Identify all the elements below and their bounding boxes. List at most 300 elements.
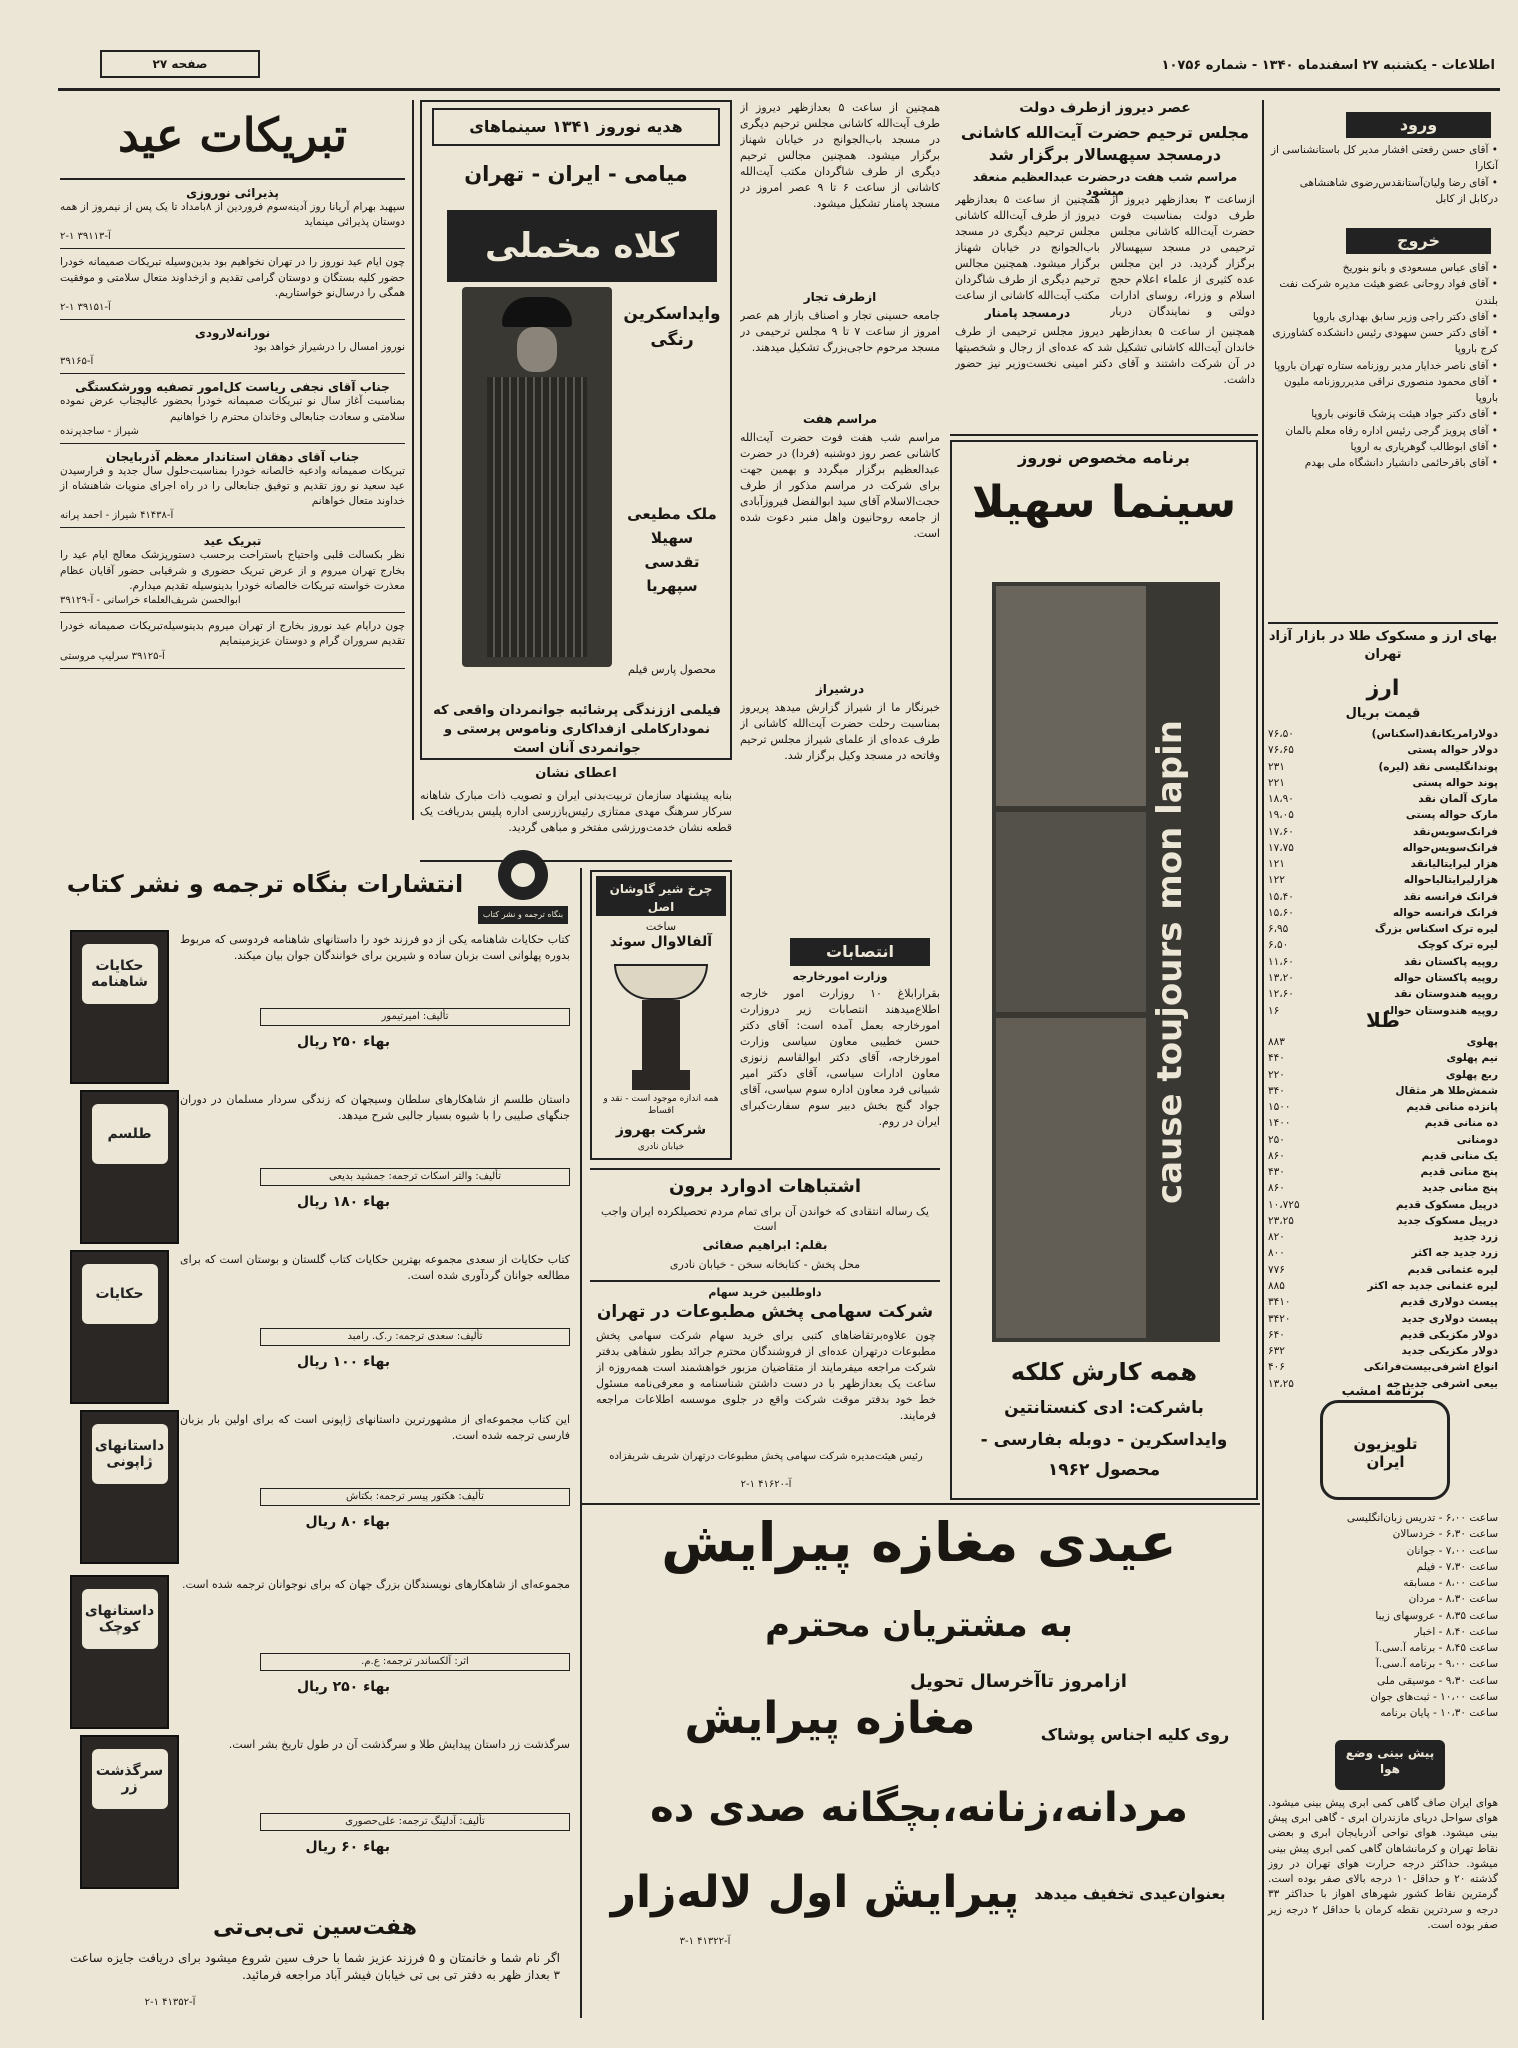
tv-schedule-item: ساعت ۹،۰۰ - برنامه آ.سی.آ — [1375, 1658, 1498, 1671]
book-cover — [80, 1735, 179, 1889]
price-label: مارک حواله پستی — [1405, 809, 1498, 822]
price-label: روپیه هندوستان حواله — [1383, 1004, 1498, 1017]
sohaila-film-title: همه کارش کلکه — [1010, 1358, 1198, 1386]
store-period: ازامروز تاآخرسال تحویل — [910, 1671, 1127, 1692]
price-label: نیم پهلوی — [1446, 1052, 1498, 1065]
price-label: روپیه پاکستان حواله — [1393, 971, 1498, 984]
news-body-6: مراسم شب هفت فوت حضرت آیت‌الله کاشانی عصر روز دوشنبه (فردا) در حضرت عبدالعظیم برگزار میگردد و بهمین جهت برای شرکت در مراسم مذکور از طرف حجت‌الاسلام آقای سید ابوالفضل فیروزآبادی از جامعه روحانیون واهل منبر دعوت شده است. — [740, 431, 940, 540]
currency-price-label: قیمت بریال — [1345, 706, 1421, 721]
notice-title: جناب آقای دهقان استاندار معظم آذربایجان — [105, 449, 360, 464]
separator-maker: ساخت — [645, 920, 677, 933]
separator-brand: چرخ شیر گاوشان اصل — [596, 876, 726, 916]
arrivals-title: ورود — [1346, 112, 1491, 138]
book-cover — [80, 1090, 179, 1244]
price-value: ۲۵۰ — [1268, 1133, 1285, 1146]
price-value: ۱۹،۰۵ — [1268, 809, 1294, 822]
price-row — [1268, 889, 1498, 905]
sohaila-ad — [950, 440, 1258, 1500]
price-value: ۴۰۶ — [1268, 1361, 1285, 1374]
tv-program-title: برنامه امشب — [1341, 1384, 1425, 1399]
tv-schedule-item: ساعت ۸،۴۰ - اخبار — [1414, 1625, 1498, 1638]
cast-name: سپهریا — [646, 577, 698, 595]
price-label: پانزده منانی قدیم — [1406, 1101, 1498, 1114]
film-tagline: فیلمی اززندگی پرشائبه جوانمردان واقعی که نمودارکاملی ازفداکاری وناموس پرستی و جوانمردی آنان است — [433, 703, 721, 756]
price-value: ۸۸۳ — [1268, 1036, 1285, 1048]
left-col-rule-2 — [580, 868, 582, 2018]
book-credit: تألیف: آدلینگ ترجمه: علی‌حصوری — [260, 1813, 570, 1831]
store-goods: روی کلیه اجناس پوشاک — [1040, 1725, 1230, 1744]
price-row — [1268, 824, 1498, 840]
cast-name: تقدسی — [644, 553, 700, 571]
book-price: بهاء ۶۰ ریال — [305, 1839, 390, 1855]
sohaila-kicker: برنامه مخصوص نوروز — [1018, 448, 1190, 467]
store-ad — [580, 1505, 1258, 2020]
notice-body: بمناسبت آغاز سال نو تبریکات صمیمانه خودرا بحضور عالیجناب عرض نموده سلامتی و سعادت جنابعالی وخاندان محترم را خواهانیم — [60, 395, 405, 423]
separator-sizes: همه اندازه موجود است - نقد و اقساط — [603, 1094, 719, 1116]
notice-code: آ-۳۹۱۶۵ — [60, 356, 94, 368]
book-cover-title: سرگذشت زر — [92, 1749, 168, 1809]
tv-logo-text: تلویزیون ایران — [1353, 1435, 1418, 1471]
weather-text: هوای ایران صاف گاهی کمی ابری پیش بینی میشود. هوای سواحل دریای مازندران ابری - گاهی ابری پیش بینی میشود. هوای نواحی آذربایجان ابری و بعضی نقاط تهران و کرمانشاهان گاهی کمی ابری پیش بینی میشود. حداکثر درجه حرارت هوای تهران در روز گذشته ۲۰ و حداقل ۱۰ درجه بالای صفر بوده است. گرمترین نقاط کشور شهرهای اهواز با حداکثر ۳۳ درجه و سردترین نقطه کرمان با حداقل ۲ درجه زیر صفر بوده است. — [1268, 1797, 1499, 1931]
price-label: پیست دولاری جدید — [1401, 1312, 1498, 1325]
departures-item: • آقای ناصر خدایار مدیر روزنامه ستاره تهران باروپا — [1274, 359, 1498, 372]
arrivals-item: • آقای حسن رفعتی افشار مدیر کل باستانشناسی از آنکارا — [1270, 144, 1498, 173]
press-title: شرکت سهامی پخش مطبوعات در تهران — [596, 1302, 934, 1322]
book-credit: تألیف: امیرتیمور — [260, 1008, 570, 1026]
price-value: ۲۳،۲۵ — [1268, 1214, 1294, 1227]
price-row — [1268, 921, 1498, 937]
price-value: ۳۴۰ — [1268, 1084, 1285, 1097]
tv-schedule-item: ساعت ۸،۴۵ - برنامه آ.سی.آ — [1375, 1642, 1498, 1655]
tv-logo — [1320, 1400, 1450, 1500]
book-description: مجموعه‌ای از شاهکارهای نویسندگان بزرگ جهان که برای نوجوانان ترجمه شده است. — [181, 1578, 570, 1591]
price-value: ۸۶۰ — [1268, 1149, 1285, 1162]
notice-body: سپهبد بهرام آریانا روز آدینه‌سوم فروردین از ۸بامداد تا یک پس از نیمروز از همه دوستان پذیرائی مینماید — [60, 201, 405, 229]
price-label: دولار مکزیکی جدید — [1401, 1345, 1498, 1358]
price-value: ۱۳،۲۰ — [1268, 971, 1294, 984]
book-cover-title: حکایات شاهنامه — [82, 944, 158, 1004]
notice-code: آ-۳۹۱۲۵ سرلیپ مروستی — [60, 650, 165, 662]
book-description: این کتاب مجموعه‌ای از مشهورترین داستانهای ژاپونی است که برای اولین بار بزبان فارسی ترجمه شده است. — [180, 1413, 570, 1442]
price-row — [1268, 1148, 1498, 1164]
price-value: ۱۲،۶۰ — [1268, 988, 1294, 1001]
departures-item: • آقای دکتر جواد هیئت پزشک قانونی باروپا — [1311, 408, 1498, 421]
price-label: لیره عثمانی قدیم — [1407, 1263, 1498, 1276]
publishing-title: انتشارات بنگاه ترجمه و نشر کتاب — [66, 870, 464, 898]
price-row — [1268, 1050, 1498, 1066]
tbt-code: آ-۴۱۳۵۲ ۱-۲ — [144, 1997, 196, 2008]
separator-address: خیابان نادری — [637, 1142, 685, 1152]
currency-table — [1268, 726, 1498, 1019]
price-label: پنج منانی قدیم — [1420, 1166, 1498, 1179]
publishing-logo — [478, 850, 568, 940]
press-body: چون علاوه‌برتقاضاهای کتبی برای خرید سهام شرکت سهامی پخش مطبوعات درتهران عده‌ای از فروشندگان محترم جرائد بطور شفاهی بدفتر شرکت مراجعه میفرمایند از متقاضیان مزبور خواهشمند است همه‌روزه از ساعت یک بعدازظهر با در دست داشتن شناسنامه و معرفی‌نامه مسئول خط خود بدفتر موقت شرکت واقع در جلوی موسسه اطلاعات مراجعه فرمایند. — [596, 1329, 936, 1422]
separator-company: شرکت بهروز — [615, 1122, 707, 1138]
notice-body: چون درایام عید نوروز بخارج از تهران میروم بدینوسیله‌تبریکات صمیمانه خودرا تقدیم سروران گرام و دوستان عزیزمینمایم — [60, 620, 405, 648]
book-price: بهاء ۲۵۰ ریال — [296, 1679, 390, 1695]
price-value: ۶۳۲ — [1268, 1345, 1285, 1358]
notice-code: ابوالحسن شریف‌العلماء خراسانی - آ-۳۹۱۲۹ — [60, 595, 241, 607]
price-value: ۲۲۱ — [1268, 776, 1285, 789]
tv-schedule-item: ساعت ۱۰،۳۰ - پایان برنامه — [1380, 1707, 1498, 1720]
cast-name: ملک مطیعی — [627, 505, 717, 523]
price-row — [1268, 1164, 1498, 1180]
tv-schedule-item: ساعت ۹،۳۰ - موسیقی ملی — [1377, 1674, 1498, 1687]
price-label: مارک آلمان نقد — [1418, 793, 1498, 806]
cinema-ad — [420, 100, 732, 760]
price-row — [1268, 775, 1498, 791]
separator-model: آلفالاوال سوئد — [609, 934, 713, 950]
publishing-logo-ring — [511, 863, 535, 887]
departures-title: خروج — [1346, 228, 1491, 254]
price-label: بیعی اشرفی جدید جه — [1386, 1377, 1498, 1390]
price-row — [1268, 1229, 1498, 1245]
poster-photo-2 — [996, 812, 1146, 1012]
film-title: کلاه مخملی — [447, 210, 717, 282]
price-value: ۱۰،۷۲۵ — [1268, 1198, 1300, 1211]
left-col-rule — [412, 100, 414, 820]
price-row — [1268, 759, 1498, 775]
news-body-3: همچنین از ساعت ۵ بعدازظهر دیروز مجلس ترحیمی از طرف خاندان آیت‌الله کاشانی تشکیل شد که عده‌ای از رجال و شخصیتها در آن شرکت داشتند و آقای دکتر امینی نخست‌وزیر نیز حضور داشت. — [955, 325, 1255, 386]
masthead-rule — [58, 88, 1500, 91]
appointments-title: انتصابات — [790, 938, 930, 966]
notice — [60, 186, 405, 249]
news-body-7: خبرنگار ما از شیراز گزارش میدهد پریروز بمناسبت رحلت حضرت آیت‌الله کاشانی از طرف عده‌ای از علمای شیراز مجلس ترحیم وفاتحه در مسجد وکیل برگزار شد. — [740, 701, 940, 762]
price-row — [1268, 1197, 1498, 1213]
price-label: درپیل مسکوک قدیم — [1395, 1198, 1498, 1211]
price-row — [1268, 905, 1498, 921]
price-label: پوندانگلیسی نقد (لیره) — [1378, 760, 1498, 773]
notice-title: نورانه‌لارودی — [194, 326, 271, 341]
tv-schedule-item: ساعت ۸،۰۰ - مسابقه — [1403, 1577, 1498, 1590]
price-label: پنج منانی جدید — [1421, 1182, 1498, 1195]
price-value: ۱۸،۹۰ — [1268, 793, 1294, 806]
cinema-names: میامی - ایران - تهران — [464, 162, 688, 186]
departures-list — [1268, 260, 1498, 471]
price-label: انواع اشرفی‌بیست‌فرانکی — [1363, 1361, 1498, 1374]
price-value: ۱۷،۶۰ — [1268, 825, 1294, 838]
price-value: ۶،۵۰ — [1268, 939, 1289, 952]
notice-title: تبریک عید — [203, 534, 262, 549]
book-price: بهاء ۲۵۰ ریال — [296, 1034, 390, 1050]
book-cover — [80, 1410, 179, 1564]
news-body-4: همچنین از ساعت ۵ بعدازظهر دیروز از طرف آیت‌الله کاشانی مجلس ترحیم دیگری در مسجد باب‌الجوانج در خیابان شهناز برگزار میشود. همچنین مجالس ترحیم دیگری از طرف شاگردان مکتب آیت‌الله کاشانی از ساعت ۶ تا ۹ عصر امروز در مسجد پامنار تشکیل میشود. — [740, 101, 940, 210]
price-label: دولار حواله پستی — [1407, 744, 1498, 757]
tabrikat-notices — [60, 186, 405, 675]
price-value: ۱۱،۶۰ — [1268, 955, 1294, 968]
tbt-title: هفت‌سین تی‌بی‌تی — [212, 1915, 417, 1940]
book-credit: اثر: آلکساندر ترجمه: ع.م. — [260, 1653, 570, 1671]
price-row — [1268, 726, 1498, 742]
departures-item: • آقای عباس مسعودی و بانو بنوریخ — [1342, 262, 1498, 274]
news-sub-3: مراسم هفت — [802, 412, 878, 426]
tv-schedule-item: ساعت ۶،۳۰ - خردسالان — [1392, 1528, 1498, 1541]
departures-item: • آقای محمود منصوری نراقی مدیرروزنامه ملیون باروپا — [1283, 375, 1498, 405]
errors-book-distribution: محل پخش - کتابخانه سخن - خیابان نادری — [669, 1258, 861, 1271]
book-cover-title: طلسم — [92, 1104, 168, 1164]
center-rule-1 — [420, 860, 732, 862]
departures-item: • آقای فواد روحانی عضو هیئت مدیره شرکت نفت بلندن — [1279, 278, 1498, 307]
price-value: ۸۶۰ — [1268, 1182, 1285, 1195]
errors-book-body: یک رساله انتقادی که خواندن آن برای تمام مردم تحصیلکرده ایران واجب است — [601, 1205, 929, 1234]
departures-item: • آقای ابوطالب گوهریاری به اروپا — [1350, 440, 1498, 453]
price-value: ۶،۹۵ — [1268, 923, 1289, 936]
news-body-2: همچنین از ساعت ۵ بعدازظهر دیروز از طرف آیت‌الله کاشانی مجلس ترحیم دیگری در مسجد باب‌الجوانج در خیابان شهناز برگزار میشود. همچنین مجالس ترحیم دیگری از طرف شاگردان مکتب آیت‌الله کاشانی از ساعت — [955, 193, 1100, 302]
film-photo — [462, 287, 612, 667]
book-description: سرگذشت زر داستان پیدایش طلا و سرگذشت آن در طول تاریخ بشر است. — [228, 1738, 570, 1751]
tv-schedule — [1268, 1510, 1498, 1721]
press-sign: رئیس هیئت‌مدیره شرکت سهامی پخش مطبوعات درتهران شریف شریفزاده — [609, 1451, 923, 1462]
publishing-logo-text: بنگاه ترجمه و نشر کتاب — [478, 906, 568, 924]
book-cover-title: حکایات — [82, 1264, 158, 1324]
price-row — [1268, 970, 1498, 986]
price-label: لیره ترک کوچک — [1417, 939, 1498, 952]
book-cover-title: داستانهای ژاپونی — [92, 1424, 168, 1484]
price-row — [1268, 1083, 1498, 1099]
price-row — [1268, 937, 1498, 953]
book-description: داستان طلسم از شاهکارهای سلطان وسیجهان که زندگی سردار مسلمان در دوران جنگهای صلیبی را با شیوه بسیار جالبی شرح میدهد. — [180, 1093, 570, 1122]
tabrikat-rule — [60, 178, 405, 180]
price-label: پوند حواله پستی — [1412, 776, 1498, 789]
notice-title: پذیرائی نوروزی — [186, 186, 279, 200]
film-cast — [622, 502, 722, 598]
price-label: لیره ترک اسکناس بزرگ — [1374, 923, 1498, 936]
price-value: ۸۸۵ — [1268, 1279, 1285, 1292]
right-col-rule — [1268, 622, 1498, 624]
price-value: ۷۶،۵۰ — [1268, 728, 1294, 740]
news-sub-4: درشیراز — [815, 682, 865, 696]
film-format: وایداسکرین رنگی — [623, 304, 721, 350]
price-value: ۲۲۰ — [1268, 1068, 1285, 1081]
separator-bowl — [614, 964, 708, 1000]
column-rule — [1262, 100, 1264, 2020]
departures-item: • آقای دکتر راجی وزیر سابق بهداری باروپا — [1312, 310, 1498, 323]
store-greeting: به مشتریان محترم — [765, 1605, 1073, 1645]
notice-body: نظر بکسالت قلبی واحتیاج باستراحت برحسب دستورپزشک معالج ایام عید را بخارج تهران میروم و از عرض تبریک حضوری و شرفیابی حضور آقایان عظام معذرت خواسته تبریکات خالصانه خودرا بدینوسیله تقدیم میدارم. — [60, 549, 405, 592]
notice-code: آ-۴۱۴۳۸ شیراز - احمد پرانه — [60, 510, 174, 522]
price-value: ۱۴۰۰ — [1268, 1117, 1291, 1130]
book-cover — [70, 1575, 169, 1729]
price-value: ۱۵،۶۰ — [1268, 906, 1294, 919]
price-label: فرانک‌سویس‌حواله — [1402, 841, 1498, 854]
poster-french-title: cause toujours mon lapin — [1150, 720, 1190, 1204]
price-label: فرانک فرانسه نقد — [1403, 890, 1498, 903]
news-subhead: مراسم شب هفت درحضرت عبدالعظیم منعقد میشود — [972, 170, 1238, 198]
masthead: اطلاعات - یکشنبه ۲۷ اسفندماه ۱۳۴۰ - شماره ۱۰۷۵۶ — [1161, 58, 1495, 73]
notice-code: آ-۳۹۱۱۳ ۱-۲ — [60, 231, 111, 243]
gold-title: طلا — [1365, 1008, 1401, 1032]
price-row — [1268, 742, 1498, 758]
book-price: بهاء ۱۰۰ ریال — [296, 1354, 390, 1370]
sohaila-poster — [992, 582, 1220, 1342]
notice — [60, 255, 405, 320]
price-label: فرانک فرانسه حواله — [1392, 906, 1498, 919]
price-value: ۱۵،۴۰ — [1268, 890, 1294, 903]
book-description: کتاب حکایات از سعدی مجموعه بهترین حکایات کتاب گلستان و بوستان است که برای مطالعه جوانان گردآوری شده است. — [180, 1253, 570, 1282]
price-label: پیست دولاری قدیم — [1400, 1296, 1498, 1309]
page-number-box: صفحه ۲۷ — [100, 50, 260, 78]
arrivals-item: • آقای رضا ولیان‌آستانقدس‌رضوی شاهنشاهی درکابل از کابل — [1299, 176, 1498, 205]
notice-title: جناب آقای نجفی ریاست کل‌امور تصفیه وورشکستگی — [75, 380, 390, 395]
tbt-body: اگر نام شما و خانمتان و ۵ فرزند عزیز شما با حرف سین شروع میشود برای دریافت جایزه ساعت ۳ بعداز ظهر به دفتر تی بی تی خیابان فیشر آباد مراجعه فرمائید. — [70, 1951, 560, 1983]
notice — [60, 326, 405, 374]
gold-table — [1268, 1034, 1498, 1392]
price-label: لیره عثمانی جدید جه اکثر — [1367, 1279, 1498, 1292]
price-row — [1268, 840, 1498, 856]
tv-schedule-item: ساعت ۱۰،۰۰ - ثبت‌های جوان — [1370, 1690, 1498, 1703]
price-row — [1268, 1278, 1498, 1294]
departures-item: • آقای دکتر حسن سهودی رئیس دانشکده کشاورزی کرج باروپا — [1272, 327, 1498, 356]
price-value: ۷۶،۶۵ — [1268, 744, 1294, 757]
price-row — [1268, 807, 1498, 823]
sohaila-title: سینما سهیلا — [971, 477, 1237, 528]
book-credit: تألیف: والتر اسکات ترجمه: جمشید بدیعی — [260, 1168, 570, 1186]
errors-book-author: بقلم: ابراهیم صفائی — [702, 1238, 828, 1252]
price-value: ۳۴۲۰ — [1268, 1312, 1291, 1325]
news-body-1: ازساعت ۳ بعدازظهر دیروز از طرف دولت بمناسبت فوت حضرت آیت‌الله کاشانی مجلس ترحیمی در مسجد سپهسالار برگزار گردید. در این مجلس عده کثیری از علماء اعلام حجج اسلام و وزراء، روسای ادارات دولتی و نمایندگان دربار — [1110, 193, 1255, 318]
price-row — [1268, 1294, 1498, 1310]
tv-schedule-item: ساعت ۸،۳۰ - مردان — [1408, 1593, 1498, 1606]
tabrikat-title: تبریکات عید — [117, 108, 348, 162]
price-label: زرد جدید — [1453, 1231, 1498, 1244]
price-value: ۱۵۰۰ — [1268, 1101, 1291, 1114]
price-row — [1268, 872, 1498, 888]
price-row — [1268, 1359, 1498, 1375]
price-label: دولار مکزیکی قدیم — [1399, 1328, 1498, 1341]
price-label: هزارلیرایتالیاحواله — [1403, 874, 1498, 887]
appointments-body: بقرارابلاغ ۱۰ روزارت امور خارجه اطلاع‌میدهند انتصابات زیر دروزارت امورخارجه بعمل آمده است: آقای دکتر حسن خطیبی معاون سیاسی وزارت امورخارجه، آقای دکتر ابوالقاسم زنوزی معاون ادارات سیاسی، آقای دکتر امیر شبیانی فرد معاون اداره سوم سیاسی، آقای جواد گنج بخش دبیر سوم سفارت‌کبرای ایران در روم. — [740, 987, 940, 1128]
price-row — [1268, 1067, 1498, 1083]
price-label: زرد جدید جه اکثر — [1411, 1247, 1498, 1260]
book-cover-title: داستانهای کوچک — [82, 1589, 158, 1649]
notice — [60, 450, 405, 529]
poster-photo-3 — [996, 1018, 1146, 1338]
price-value: ۷۷۶ — [1268, 1263, 1285, 1276]
separator-ad — [590, 870, 732, 1160]
news-sub-1: درمسجد پامنار — [984, 306, 1071, 320]
book-cover — [70, 930, 169, 1084]
price-value: ۴۳۰ — [1268, 1166, 1285, 1179]
notice — [60, 534, 405, 613]
notice-code: شیراز - ساجدپرنده — [60, 425, 139, 437]
errors-book-title: اشتباهات ادوارد برون — [668, 1176, 862, 1197]
film-producer: محصول پارس فیلم — [628, 663, 716, 676]
price-value: ۳۴۱۰ — [1268, 1296, 1291, 1309]
price-value: ۱۳،۲۵ — [1268, 1377, 1294, 1390]
price-value: ۱۷،۷۵ — [1268, 841, 1294, 854]
book-price: بهاء ۸۰ ریال — [305, 1514, 390, 1530]
news-body-5: جامعه حسینی تجار و اصناف بازار هم عصر امروز از ساعت ۷ تا ۹ مجلس ترحیمی در مسجد مرحوم حاجی‌بزرگ تشکیل میدهند. — [740, 309, 940, 354]
price-row — [1268, 1099, 1498, 1115]
price-row — [1268, 856, 1498, 872]
separator-base — [632, 1070, 690, 1090]
notice — [60, 380, 405, 443]
price-row — [1268, 1034, 1498, 1050]
price-label: روپیه هندوستان نقد — [1394, 988, 1498, 1001]
price-value: ۲۳۱ — [1268, 760, 1285, 773]
price-row — [1268, 1311, 1498, 1327]
tv-schedule-item: ساعت ۷،۰۰ - جوانان — [1406, 1544, 1498, 1557]
price-row — [1268, 1132, 1498, 1148]
news-headline: مجلس ترحیم حضرت آیت‌الله کاشانی درمسجد سپهسالار برگزار شد — [960, 123, 1250, 164]
price-label: روپیه پاکستان نقد — [1404, 955, 1498, 968]
face-shape — [517, 327, 557, 372]
price-row — [1268, 1213, 1498, 1229]
price-row — [1268, 791, 1498, 807]
cinema-banner: هدیه نوروز ۱۳۴۱ سینماهای — [432, 108, 720, 146]
cast-name: سهیلا — [650, 529, 694, 547]
suit-shape — [487, 377, 587, 657]
notice-body: چون ایام عید نوروز را در تهران نخواهیم بود بدین‌وسیله تبریکات صمیمانه خودرا حضور کلیه بستگان و دوستان گرامی تقدیم و ازخداوند متعال سلامتی و موفقیت همگی را درسال‌نو خواستاریم. — [60, 256, 405, 299]
price-label: ده منانی قدیم — [1424, 1117, 1498, 1130]
price-label: شمش‌طلا هر مثقال — [1395, 1084, 1498, 1097]
tv-schedule-item: ساعت ۶،۰۰ - تدریس زبان‌انگلیسی — [1346, 1512, 1498, 1524]
price-value: ۱۲۲ — [1268, 874, 1285, 887]
store-discount: مردانه،زنانه،بچگانه صدی ده — [650, 1785, 1188, 1831]
store-name: مغازه پیرایش — [684, 1693, 976, 1744]
departures-item: • آقای پرویز گرجی رئیس اداره رفاه معلم بالمان — [1285, 424, 1498, 437]
currency-title: بهای ارز و مسکوک طلا در بازار آزاد تهران — [1268, 629, 1498, 663]
price-value: ۸۲۰ — [1268, 1231, 1285, 1244]
tv-schedule-item: ساعت ۷،۳۰ - فیلم — [1416, 1560, 1498, 1573]
store-top-rule — [580, 1503, 1260, 1505]
news-kicker: عصر دیروز ازطرف دولت — [1019, 100, 1191, 116]
hat-shape — [502, 297, 572, 327]
price-label: پهلوی — [1466, 1036, 1498, 1048]
weather-title: پیش بینی وضع هوا — [1335, 1740, 1445, 1790]
price-row — [1268, 1262, 1498, 1278]
price-value: ۶۴۰ — [1268, 1328, 1285, 1341]
price-row — [1268, 1327, 1498, 1343]
price-row — [1268, 954, 1498, 970]
book-credit: تألیف: هکتور پیسر ترجمه: بکتاش — [260, 1488, 570, 1506]
price-value: ۸۰۰ — [1268, 1247, 1285, 1260]
currency-ars-title: ارز — [1366, 676, 1400, 701]
sohaila-cast: باشرکت: ادی کنستانتین — [1004, 1398, 1204, 1418]
store-code: آ-۴۱۳۲۲ ۱-۳ — [679, 1936, 731, 1947]
news-rule — [950, 434, 1258, 436]
price-label: دولارامریکانقد(اسکناس) — [1371, 728, 1498, 740]
book-credit: تألیف: سعدی ترجمه: ر.ک. رامبد — [260, 1328, 570, 1346]
price-value: ۱۲۱ — [1268, 858, 1285, 871]
book-description: کتاب حکایات شاهنامه یکی از دو فرزند خود را داستانهای شاهنامه فردوسی که مربوط بدوره پهلوانی است بزبان ساده و شیرین برای خوانندگان جوان بیان میکند. — [180, 933, 570, 962]
arrivals-list — [1268, 142, 1498, 207]
price-row — [1268, 1343, 1498, 1359]
notice-body: تبریکات صمیمانه وادعیه خالصانه خودرا بمناسبت‌حلول سال جدید و فرارسیدن عید سعید نو روز تقدیم و توفیق جنابعالی را در راه اجرای منویات شاهنشاه از خداوند متعال خواهانم — [60, 464, 405, 508]
center-rule-2 — [590, 1168, 940, 1170]
award-body: بنابه پیشنهاد سازمان تربیت‌بدنی ایران و تصویب ذات مبارک شاهانه سرکار سرهنگ مهدی ممتازی رئیس‌بازرسی اداره پلیس بدریافت یک قطعه نشان خدمت‌ورزشی مفتخر و مباهی گردید. — [420, 789, 732, 834]
sohaila-format: وایداسکرین - دوبله بفارسی - — [980, 1430, 1228, 1450]
store-brand: پیرایش اول لاله‌زار — [610, 1867, 1020, 1918]
price-label: درپیل مسکوک جدید — [1397, 1214, 1498, 1227]
price-value: ۴۴۰ — [1268, 1052, 1285, 1065]
separator-body — [642, 1000, 680, 1070]
price-label: یک منانی قدیم — [1421, 1149, 1498, 1162]
award-title: اعطای نشان — [535, 766, 617, 781]
departures-item: • آقای باقرحائمی دانشیار دانشگاه ملی بهدم — [1304, 457, 1498, 470]
book-cover — [70, 1250, 169, 1404]
store-title: عیدی مغازه پیرایش — [661, 1511, 1177, 1574]
price-row — [1268, 1180, 1498, 1196]
store-as-gift: بعنوان‌عیدی تخفیف میدهد — [1034, 1885, 1226, 1903]
price-value: ۱۶ — [1268, 1004, 1280, 1017]
news-sub-2: ازطرف تجار — [803, 290, 877, 304]
notice — [60, 619, 405, 668]
price-label: ربع پهلوی — [1445, 1068, 1498, 1081]
price-row — [1268, 986, 1498, 1002]
price-label: فرانک‌سویس‌نقد — [1413, 825, 1498, 838]
appointments-ministry: وزارت امورخارجه — [792, 970, 888, 983]
